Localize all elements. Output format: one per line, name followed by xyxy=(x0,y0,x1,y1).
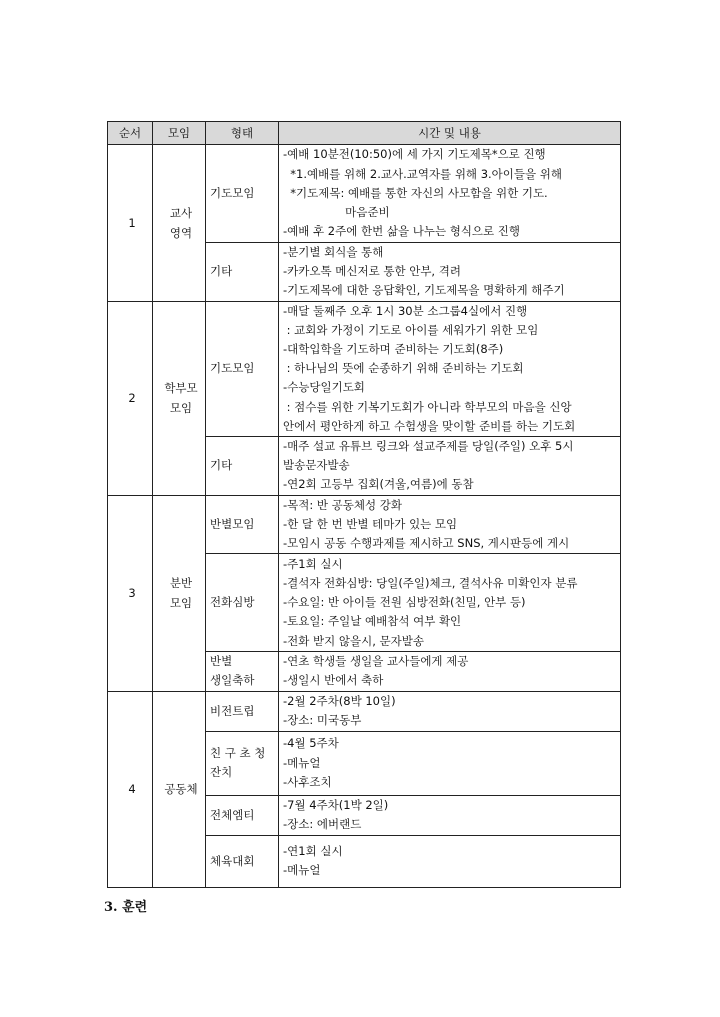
content-line: -카카오톡 메신저로 통한 안부, 격려 xyxy=(283,264,461,279)
content-line: -주1회 실시 xyxy=(283,556,343,571)
table-header-row xyxy=(108,122,621,145)
activity-type-line: 비전트립 xyxy=(210,703,255,718)
section-group xyxy=(153,145,206,302)
activity-content xyxy=(279,835,621,887)
activity-content xyxy=(279,691,621,731)
content-line: -연초 학생들 생일을 교사들에게 제공 xyxy=(283,654,469,669)
section-number: 1 xyxy=(108,145,153,302)
content-line: 마음준비 xyxy=(283,205,390,220)
activity-type-line: 기타 xyxy=(210,264,233,279)
activity-type-line: 잔치 xyxy=(210,765,233,780)
activity-type-line: 기도모임 xyxy=(210,361,255,376)
activity-content xyxy=(279,301,621,436)
content-line: -예배 10분전(10:50)에 세 가지 기도제목*으로 진행 xyxy=(283,147,546,162)
content-line: -한 달 한 번 반별 테마가 있는 모임 xyxy=(283,516,458,531)
content-line: -예배 후 2주에 한번 삶을 나누는 형식으로 진행 xyxy=(283,224,521,239)
content-line: -장소: 에버랜드 xyxy=(283,817,362,832)
activity-type xyxy=(206,437,279,496)
content-line: -사후조치 xyxy=(283,774,332,789)
activity-content xyxy=(279,437,621,496)
content-line: -결석자 전화심방: 당일(주일)체크, 결석사유 미확인자 분류 xyxy=(283,575,578,590)
group-label-line: 모임 xyxy=(169,401,193,416)
content-line: -메뉴얼 xyxy=(283,863,321,878)
content-line: 발송문자발송 xyxy=(283,458,350,473)
content-line: -목적: 반 공동체성 강화 xyxy=(283,497,402,512)
header-type: 형태 xyxy=(206,122,279,145)
activity-type xyxy=(206,243,279,302)
content-line: -7월 4주차(1박 2일) xyxy=(283,797,389,812)
group-label-line: 분반 xyxy=(169,576,193,591)
activity-content xyxy=(279,243,621,302)
group-label-line: 공동체 xyxy=(164,782,198,797)
section-number: 4 xyxy=(108,691,153,887)
content-line: -생일시 반에서 축하 xyxy=(283,673,384,688)
section-group xyxy=(153,495,206,691)
header-content: 시간 및 내용 xyxy=(279,122,621,145)
activity-type-line: 반별 xyxy=(210,654,233,669)
activity-type-line: 체육대회 xyxy=(210,853,255,868)
section-group xyxy=(153,301,206,495)
content-line: -장소: 미국동부 xyxy=(283,713,362,728)
content-line: -수요일: 반 아이들 전원 심방전화(친밀, 안부 등) xyxy=(283,595,526,610)
content-line: : 점수를 위한 기복기도회가 아니라 학부모의 마음을 신앙 xyxy=(283,399,572,414)
content-line: *기도제목: 예배를 통한 자신의 사모함을 위한 기도. xyxy=(283,185,548,200)
header-order: 순서 xyxy=(108,122,153,145)
table-body xyxy=(108,145,621,888)
activity-type-line: 전체엠티 xyxy=(210,807,255,822)
table-row xyxy=(108,145,621,243)
activity-type-line: 생일축하 xyxy=(210,673,255,688)
content-line: -2월 2주차(8박 10일) xyxy=(283,693,396,708)
activity-content xyxy=(279,652,621,691)
activity-type-line: 기도모임 xyxy=(210,186,255,200)
activity-type xyxy=(206,691,279,731)
content-line: -매달 둘째주 오후 1시 30분 소그룹4실에서 진행 xyxy=(283,303,528,318)
activity-type xyxy=(206,835,279,887)
section-number: 2 xyxy=(108,301,153,495)
content-line: -분기별 회식을 통해 xyxy=(283,245,384,259)
group-label-line: 교사 xyxy=(169,205,193,220)
section-heading: 3. 훈련 xyxy=(104,900,148,915)
content-line: *1.예배를 위해 2.교사.교역자를 위해 3.아이들을 위해 xyxy=(283,166,562,181)
activity-content xyxy=(279,554,621,652)
content-line: -연1회 실시 xyxy=(283,843,343,858)
content-line: -기도제목에 대한 응답확인, 기도제목을 명확하게 해주기 xyxy=(283,283,565,298)
content-line: -메뉴얼 xyxy=(283,755,321,770)
group-label-line: 영역 xyxy=(169,225,193,240)
activity-type-line: 기타 xyxy=(210,458,233,473)
content-line: -전화 받지 않을시, 문자발송 xyxy=(283,633,424,648)
activity-type-line: 전화심방 xyxy=(210,595,255,610)
activity-type-line: 반별모임 xyxy=(210,516,255,531)
activity-type xyxy=(206,795,279,835)
activity-type xyxy=(206,731,279,795)
table-row xyxy=(108,495,621,554)
content-line: -토요일: 주일날 예배참석 여부 확인 xyxy=(283,614,462,629)
schedule-table xyxy=(107,121,621,888)
content-line: 안에서 평안하게 하고 수험생을 맞이할 준비를 하는 기도회 xyxy=(283,418,576,433)
activity-content xyxy=(279,731,621,795)
content-line: -연2회 고등부 집회(겨울,여름)에 동참 xyxy=(283,477,474,492)
activity-type-line: 친 구 초 청 xyxy=(210,746,266,761)
activity-type xyxy=(206,301,279,436)
activity-type xyxy=(206,652,279,691)
activity-content xyxy=(279,495,621,554)
activity-content xyxy=(279,145,621,243)
content-line: -대학입학을 기도하며 준비하는 기도회(8주) xyxy=(283,342,504,357)
activity-type xyxy=(206,145,279,243)
content-line: : 교회와 가정이 기도로 아이를 세워가기 위한 모임 xyxy=(283,322,539,337)
group-label-line: 학부모 xyxy=(164,381,198,396)
activity-type xyxy=(206,495,279,554)
section-group xyxy=(153,691,206,887)
section-number: 3 xyxy=(108,495,153,691)
content-line: -수능당일기도회 xyxy=(283,380,365,395)
activity-type xyxy=(206,554,279,652)
table-row xyxy=(108,301,621,436)
table-row xyxy=(108,691,621,731)
activity-content xyxy=(279,795,621,835)
content-line: -매주 설교 유튜브 링크와 설교주제를 당일(주일) 오후 5시 xyxy=(283,439,574,454)
header-group: 모임 xyxy=(153,122,206,145)
content-line: : 하나님의 뜻에 순종하기 위해 준비하는 기도회 xyxy=(283,361,524,376)
content-line: -모임시 공동 수행과제를 제시하고 SNS, 게시판등에 게시 xyxy=(283,536,570,551)
content-line: -4월 5주차 xyxy=(283,736,339,751)
group-label-line: 모임 xyxy=(169,596,193,611)
